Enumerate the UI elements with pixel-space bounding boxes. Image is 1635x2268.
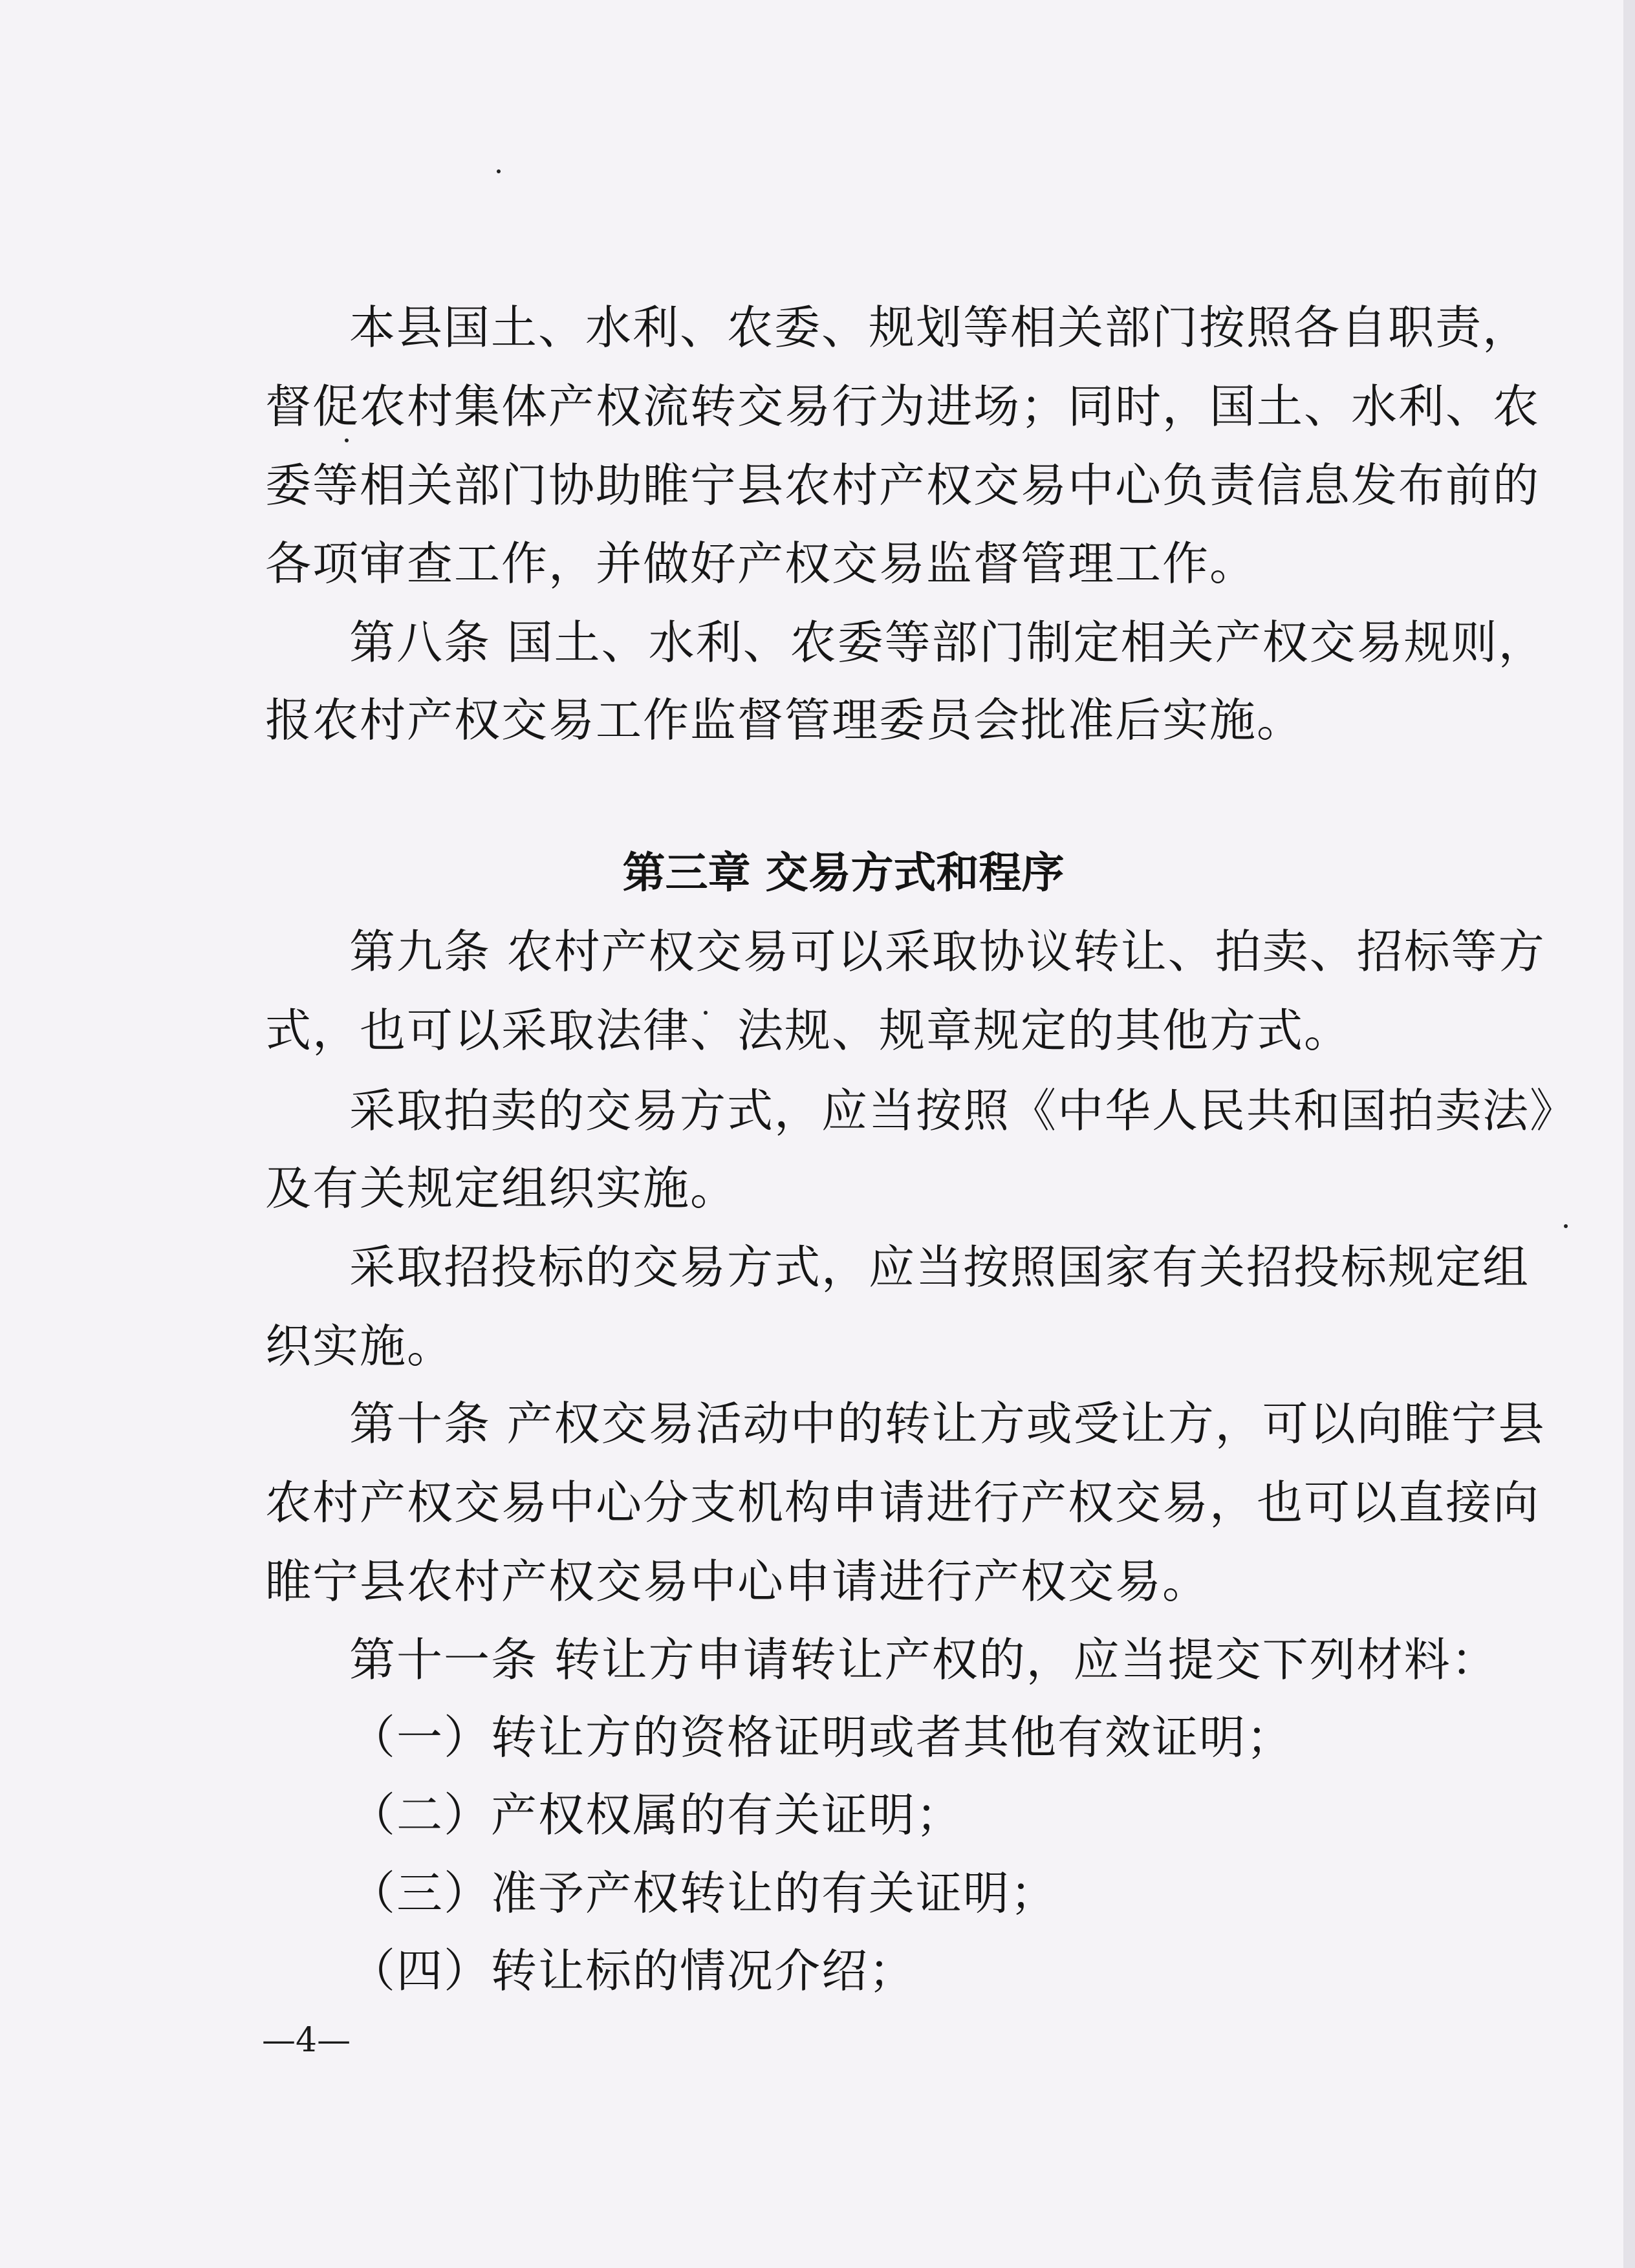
list-item: （一）转让方的资格证明或者其他有效证明； (349, 1711, 1294, 1764)
list-item: （二）产权权属的有关证明； (349, 1788, 964, 1842)
paragraph-1-line-2: 督促农村集体产权流转交易行为进场；同时，国土、水利、农 (265, 380, 1541, 433)
bidding-line-1: 采取招投标的交易方式，应当按照国家有关招投标规定组 (349, 1240, 1530, 1294)
ink-speck (1564, 1224, 1568, 1228)
paragraph-1-line-1: 本县国土、水利、农委、规划等相关部门按照各自职责， (349, 301, 1530, 354)
article-8-line-1: 第八条 国土、水利、农委等部门制定相关产权交易规则， (349, 616, 1546, 669)
list-item: （三）准予产权转让的有关证明； (349, 1866, 1058, 1920)
ink-speck (497, 169, 501, 173)
article-9-line-2: 式，也可以采取法律、法规、规章规定的其他方式。 (265, 1004, 1352, 1057)
article-11-line-1: 第十一条 转让方申请转让产权的，应当提交下列材料： (349, 1633, 1499, 1687)
bidding-line-2: 织实施。 (265, 1319, 455, 1373)
article-10-line-2: 农村产权交易中心分支机构申请进行产权交易，也可以直接向 (265, 1476, 1541, 1529)
list-item: （四）转让标的情况介绍； (349, 1944, 916, 1998)
article-8-line-2: 报农村产权交易工作监督管理委员会批准后实施。 (265, 693, 1305, 747)
article-10-line-3: 睢宁县农村产权交易中心申请进行产权交易。 (265, 1555, 1210, 1608)
paragraph-1-line-4: 各项审查工作，并做好产权交易监督管理工作。 (265, 537, 1257, 590)
auction-line-2: 及有关规定组织实施。 (265, 1161, 738, 1215)
page-number: —4— (262, 2021, 351, 2060)
article-10-line-1: 第十条 产权交易活动中的转让方或受让方，可以向睢宁县 (349, 1397, 1546, 1451)
auction-line-1: 采取拍卖的交易方式，应当按照《中华人民共和国拍卖法》 (349, 1084, 1577, 1138)
paragraph-1-line-3: 委等相关部门协助睢宁县农村产权交易中心负责信息发布前的 (265, 459, 1541, 512)
article-9-line-1: 第九条 农村产权交易可以采取协议转让、拍卖、招标等方 (349, 925, 1546, 978)
chapter-heading: 第三章 交易方式和程序 (622, 848, 1065, 898)
